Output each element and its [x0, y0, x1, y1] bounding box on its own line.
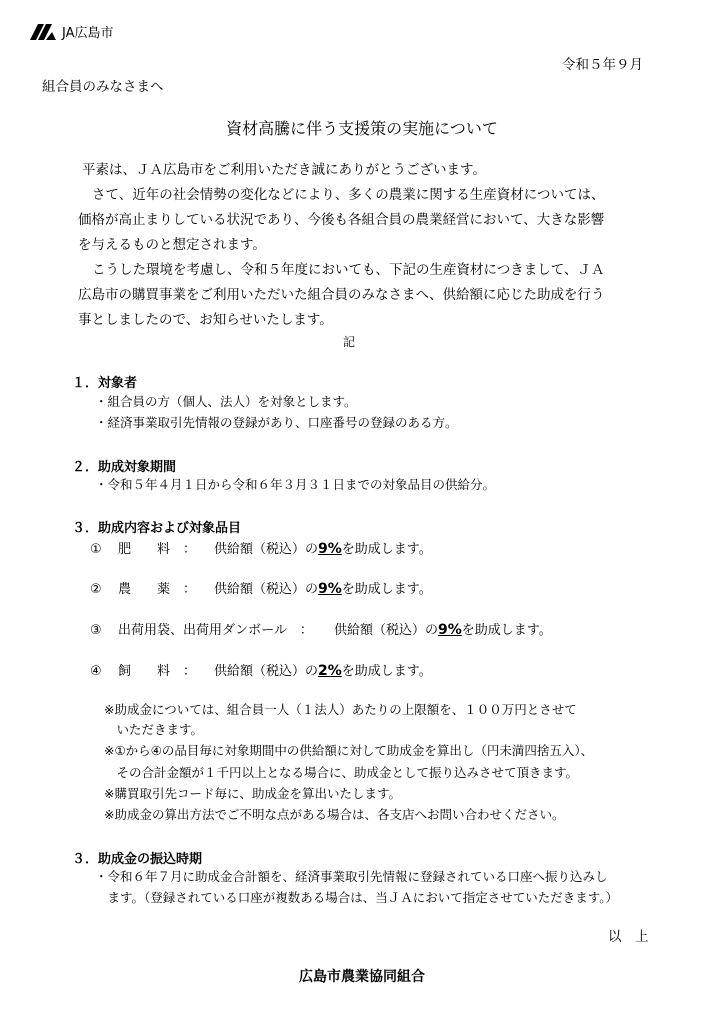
- note-line: ※助成金については、組合員一人（１法人）あたりの上限額を、１００万円とさせて: [104, 702, 577, 717]
- item-percent: 9%: [318, 541, 342, 557]
- bullet-item: ・令和６年７月に助成金合計額を、経済事業取引先情報に登録されている口座へ振り込みし: [95, 869, 608, 884]
- intro-line: 価格が高止まりしている状況であり、今後も各組合員の農業経営において、大きな影響: [78, 212, 605, 228]
- ja-logo-icon: [28, 22, 58, 40]
- issue-date: 令和５年９月: [562, 57, 643, 73]
- item-percent: 9%: [438, 622, 462, 638]
- item-post: を助成します。: [341, 664, 432, 679]
- section-heading: ３．助成金の振込時期: [72, 852, 203, 867]
- item-post: を助成します。: [341, 542, 432, 557]
- intro-line: さて、近年の社会情勢の変化などにより、多くの農業に関する生産資材については、: [92, 187, 605, 203]
- note-line: いただきます。: [104, 722, 204, 737]
- item-name: 農 薬 ：: [118, 582, 197, 597]
- ki-label: 記: [343, 335, 356, 349]
- note-line: ※①から④の品目毎に対象期間中の供給額に対して助成金を算出し（円未満四捨五入）、: [104, 743, 594, 758]
- item-number: ③: [90, 623, 102, 638]
- item-post: を助成します。: [341, 582, 432, 597]
- section-heading: ３．助成内容および対象品目: [72, 521, 242, 536]
- item-pre: 供給額（税込）の: [214, 582, 319, 597]
- item-pre: 供給額（税込）の: [214, 664, 319, 679]
- intro-line: 事としましたので、お知らせいたします。: [78, 312, 333, 328]
- intro-line: こうした環境を考慮し、令和５年度においても、下記の生産資材につきまして、ＪＡ: [92, 262, 605, 278]
- bullet-item: ・経済事業取引先情報の登録があり、口座番号の登録のある方。: [95, 415, 458, 430]
- document-title: 資材高騰に伴う支援策の実施について: [226, 119, 498, 138]
- item-post: を助成します。: [461, 623, 552, 638]
- item-number: ④: [90, 664, 102, 679]
- addressee: 組合員のみなさまへ: [42, 79, 164, 95]
- subsidy-item: [90, 619, 552, 638]
- item-name: 肥 料 ：: [118, 542, 197, 557]
- note-line: ※助成金の算出方法でご不明な点がある場合は、各支店へお問い合わせください。: [104, 807, 565, 822]
- bullet-item: ます。（登録されている口座が複数ある場合は、当ＪＡにおいて指定させていただきます。）: [95, 890, 619, 905]
- ja-logo: [28, 20, 114, 42]
- item-percent: 2%: [318, 663, 342, 679]
- item-name: 出荷用袋、出荷用ダンボール ：: [118, 623, 313, 638]
- logo-text: JA広島市: [62, 25, 114, 41]
- subsidy-item: [90, 578, 432, 597]
- note-line: その合計金額が１千円以上となる場合に、助成金として振り込みさせて頂きます。: [104, 765, 579, 780]
- subsidy-item: [90, 660, 432, 679]
- bullet-item: ・組合員の方（個人、法人）を対象とします。: [95, 394, 357, 409]
- section-heading: １．対象者: [72, 376, 138, 391]
- intro-line: 広島市の購買事業をご利用いただいた組合員のみなさまへ、供給額に応じた助成を行う: [78, 287, 605, 303]
- note-line: ※購買取引先コード毎に、助成金を算出いたします。: [104, 786, 401, 801]
- item-pre: 供給額（税込）の: [334, 623, 439, 638]
- intro-line: を与えるものと想定されます。: [78, 237, 266, 253]
- subsidy-item: [90, 538, 432, 557]
- item-pre: 供給額（税込）の: [214, 542, 319, 557]
- closing-mark: 以 上: [608, 929, 649, 945]
- section-heading: ２．助成対象期間: [72, 460, 177, 475]
- signature: 広島市農業協同組合: [299, 969, 425, 985]
- item-number: ①: [90, 542, 102, 557]
- item-name: 飼 料 ：: [118, 664, 197, 679]
- intro-line: 平素は、ＪＡ広島市をご利用いただき誠にありがとうございます。: [82, 162, 486, 178]
- item-number: ②: [90, 582, 102, 597]
- item-percent: 9%: [318, 581, 342, 597]
- bullet-item: ・令和５年４月１日から令和６年３月３１日までの対象品目の供給分。: [95, 477, 496, 492]
